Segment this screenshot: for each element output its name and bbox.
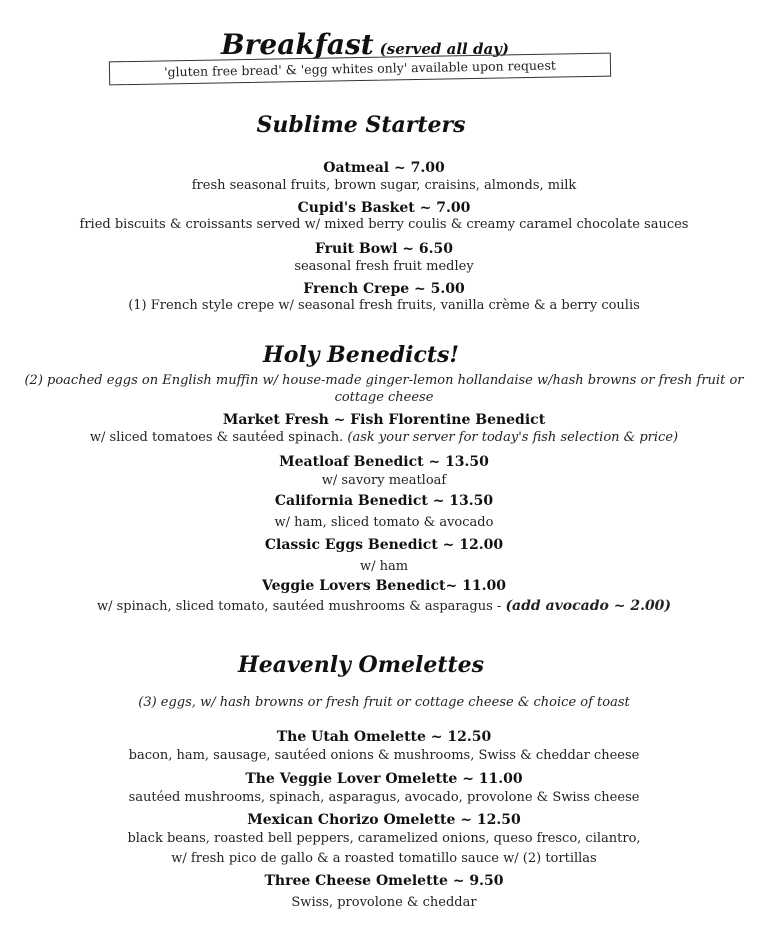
section-intro: cottage cheese (334, 390, 434, 405)
section-heading-omelettes: Heavenly Omelettes (237, 652, 485, 678)
menu-item-name: Oatmeal ~ 7.00 (323, 160, 445, 176)
menu-item-desc (0, 430, 768, 445)
menu-item-note: (ask your server for today's fish selection & price) (347, 430, 679, 445)
dietary-notice: 'gluten free bread' & 'egg whites only' available upon request (109, 53, 611, 86)
menu-item-name: Fruit Bowl ~ 6.50 (314, 241, 454, 257)
menu-item-desc (0, 598, 768, 614)
section-heading-starters: Sublime Starters (256, 112, 466, 138)
menu-item-desc: seasonal fresh fruit medley (294, 259, 474, 274)
menu-item-note: (add avocado ~ 2.00) (505, 598, 672, 614)
menu-item-desc: bacon, ham, sausage, sautéed onions & mushrooms, Swiss & cheddar cheese (128, 748, 640, 763)
menu-item-name: The Utah Omelette ~ 12.50 (276, 729, 492, 745)
menu-item-desc: fried biscuits & croissants served w/ mixed berry coulis & creamy caramel chocolate sauces (79, 217, 689, 232)
menu-item-name: Mexican Chorizo Omelette ~ 12.50 (247, 812, 521, 828)
menu-item-desc-text: w/ sliced tomatoes & sautéed spinach. (89, 430, 344, 445)
menu-item-name: Veggie Lovers Benedict~ 11.00 (262, 578, 506, 594)
menu-item-desc-text: w/ spinach, sliced tomato, sautéed mushrooms & asparagus - (96, 599, 502, 614)
menu-title-text: Breakfast (221, 28, 374, 61)
menu-item-name: French Crepe ~ 5.00 (303, 281, 465, 297)
section-intro: (2) poached eggs on English muffin w/ house-made ginger-lemon hollandaise w/hash browns or fresh fruit or (24, 373, 744, 388)
menu-item-name: Three Cheese Omelette ~ 9.50 (264, 873, 504, 889)
menu-item-desc: w/ savory meatloaf (321, 473, 447, 488)
menu-item-desc: Swiss, provolone & cheddar (291, 895, 477, 910)
menu-item-desc: w/ ham, sliced tomato & avocado (274, 515, 494, 530)
menu-item-desc: sautéed mushrooms, spinach, asparagus, avocado, provolone & Swiss cheese (128, 790, 640, 805)
menu-item-desc: fresh seasonal fruits, brown sugar, craisins, almonds, milk (191, 178, 577, 193)
menu-item-name: Meatloaf Benedict ~ 13.50 (279, 454, 489, 470)
menu-item-name: California Benedict ~ 13.50 (274, 493, 494, 509)
section-heading-benedicts: Holy Benedicts! (262, 342, 460, 368)
menu-item-desc: w/ ham (359, 559, 409, 574)
menu-item-desc: (1) French style crepe w/ seasonal fresh fruits, vanilla crème & a berry coulis (128, 298, 640, 313)
menu-subtitle: (served all day) (379, 40, 509, 58)
menu-item-name: Cupid's Basket ~ 7.00 (297, 200, 471, 216)
menu-item-name: The Veggie Lover Omelette ~ 11.00 (245, 771, 523, 787)
menu-item-name: Market Fresh ~ Fish Florentine Benedict (222, 412, 546, 428)
menu-item-desc: black beans, roasted bell peppers, caramelized onions, queso fresco, cilantro, (127, 831, 641, 846)
section-intro: (3) eggs, w/ hash browns or fresh fruit or cottage cheese & choice of toast (138, 695, 630, 710)
menu-item-name: Classic Eggs Benedict ~ 12.00 (264, 537, 504, 553)
menu-item-desc: w/ fresh pico de gallo & a roasted tomatillo sauce w/ (2) tortillas (171, 851, 597, 866)
